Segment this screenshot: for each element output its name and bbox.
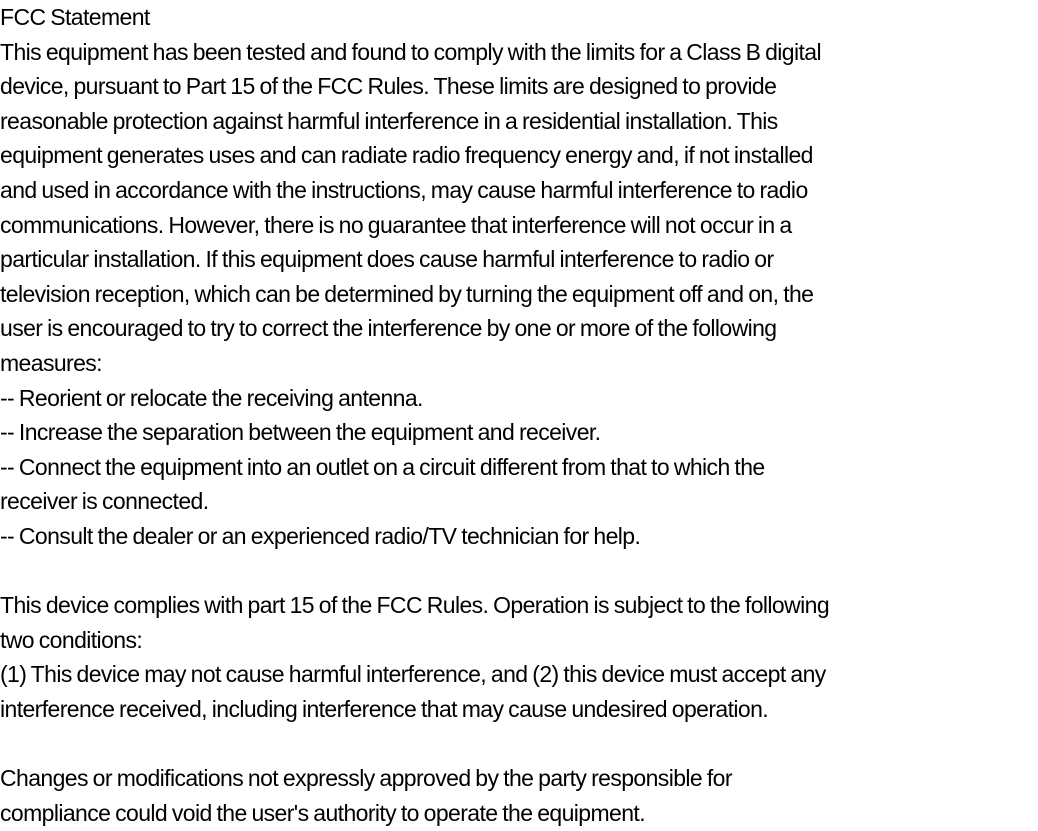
text-line: communications. However, there is no guarantee that interference will not occur in a <box>0 211 792 238</box>
paragraph-spacer <box>0 554 1038 589</box>
text-line: particular installation. If this equipment does cause harmful interference to radio or <box>0 246 774 273</box>
text-line: measures: <box>0 349 102 376</box>
measure-item: -- Increase the separation between the equipment and receiver. <box>0 419 601 446</box>
text-line: and used in accordance with the instructions, may cause harmful interference to radio <box>0 176 808 203</box>
measure-item: -- Reorient or relocate the receiving antenna. <box>0 384 423 411</box>
paragraph-compliance-limits <box>0 35 1038 381</box>
text-line: This device complies with part 15 of the FCC Rules. Operation is subject to the following <box>0 592 830 619</box>
measure-item: -- Connect the equipment into an outlet on a circuit different from that to which the <box>0 453 765 480</box>
text-line: user is encouraged to try to correct the interference by one or more of the following <box>0 315 777 342</box>
text-line: This equipment has been tested and found to comply with the limits for a Class B digital <box>0 38 822 65</box>
measure-item-continuation: receiver is connected. <box>0 488 209 515</box>
measure-item: -- Consult the dealer or an experienced radio/TV technician for help. <box>0 522 641 549</box>
text-line: two conditions: <box>0 626 143 653</box>
text-line: device, pursuant to Part 15 of the FCC Rules. These limits are designed to provide <box>0 73 777 100</box>
measures-list <box>0 381 1038 554</box>
paragraph-modifications-warning <box>0 761 1038 830</box>
text-line: equipment generates uses and can radiate radio frequency energy and, if not installed <box>0 142 813 169</box>
text-line: compliance could void the user's authority to operate the equipment. <box>0 799 646 826</box>
text-line: reasonable protection against harmful interference in a residential installation. This <box>0 107 778 134</box>
document-title: FCC Statement <box>0 4 150 30</box>
paragraph-operation-conditions <box>0 588 1038 726</box>
text-line: television reception, which can be determined by turning the equipment off and on, the <box>0 280 814 307</box>
paragraph-spacer <box>0 726 1038 761</box>
text-line: (1) This device may not cause harmful interference, and (2) this device must accept any <box>0 661 826 688</box>
text-line: interference received, including interference that may cause undesired operation. <box>0 695 769 722</box>
text-line: Changes or modifications not expressly approved by the party responsible for <box>0 765 732 792</box>
